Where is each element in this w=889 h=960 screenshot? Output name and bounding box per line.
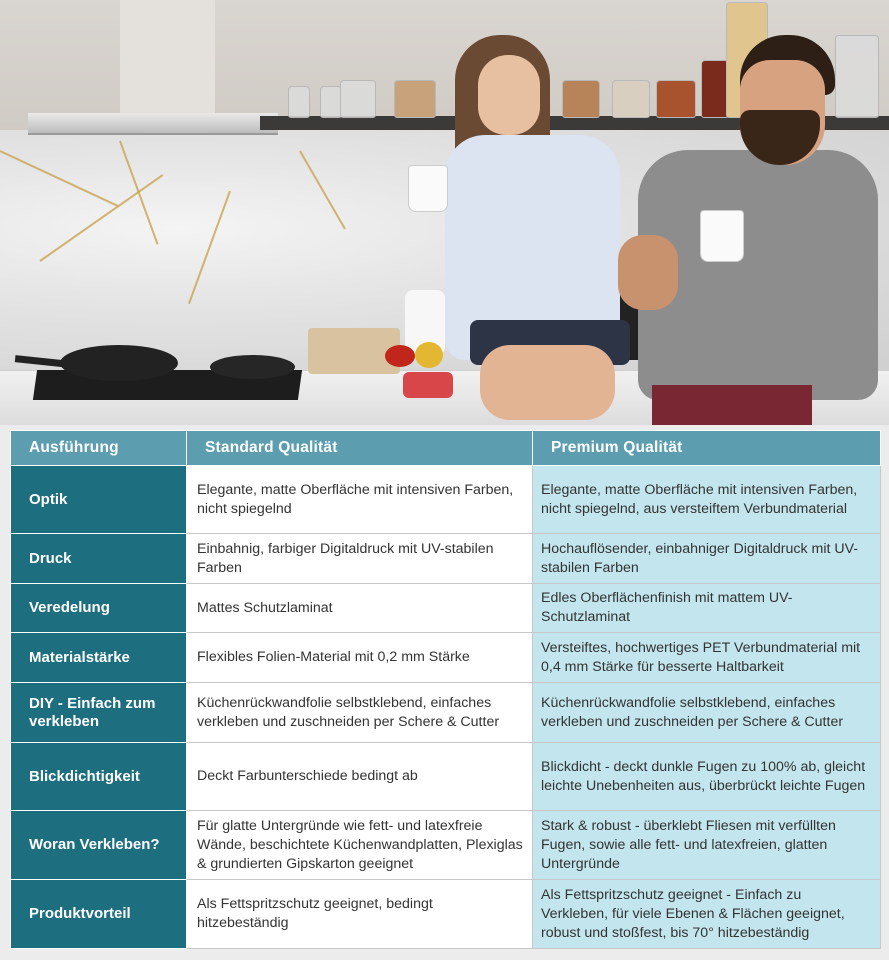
wall-pillar xyxy=(120,0,215,125)
standard-cell: Flexibles Folien-Material mit 0,2 mm Stärke xyxy=(187,633,533,683)
woman-face xyxy=(478,55,540,135)
pepper xyxy=(385,345,415,367)
tomato-bowl xyxy=(403,372,453,398)
table-header-row xyxy=(11,431,881,466)
header-ausfuehrung: Ausführung xyxy=(11,431,187,466)
standard-cell: Als Fettspritzschutz geeignet, bedingt hitzebeständig xyxy=(187,880,533,949)
coffee-cup xyxy=(408,165,448,212)
premium-cell: Küchenrückwandfolie selbstklebend, einfaches verkleben und zuschneiden per Schere & Cutter xyxy=(533,683,881,743)
table-row xyxy=(11,466,881,534)
table-row xyxy=(11,880,881,949)
standard-cell: Küchenrückwandfolie selbstklebend, einfaches verkleben und zuschneiden per Schere & Cutter xyxy=(187,683,533,743)
header-standard: Standard Qualität xyxy=(187,431,533,466)
coffee-cup xyxy=(700,210,744,262)
standard-cell: Einbahnig, farbiger Digitaldruck mit UV-stabilen Farben xyxy=(187,534,533,584)
row-label: Woran Verkleben? xyxy=(11,811,187,880)
standard-cell: Elegante, matte Oberfläche mit intensiven Farben, nicht spiegelnd xyxy=(187,466,533,534)
yellow-pepper xyxy=(415,342,443,368)
man-pants xyxy=(652,385,812,425)
row-label: Optik xyxy=(11,466,187,534)
premium-cell: Als Fettspritzschutz geeignet - Einfach zu Verkleben, für viele Ebenen & Flächen geeignet, robust und stoßfest, bis 70° hitzebeständig xyxy=(533,880,881,949)
range-hood xyxy=(28,113,278,135)
row-label: DIY - Einfach zum verkleben xyxy=(11,683,187,743)
row-label: Produktvorteil xyxy=(11,880,187,949)
premium-cell: Versteiftes, hochwertiges PET Verbundmaterial mit 0,4 mm Stärke für besserte Haltbarkeit xyxy=(533,633,881,683)
premium-cell: Blickdicht - deckt dunkle Fugen zu 100% ab, gleicht leichte Unebenheiten aus, überbrückt leichte Fugen xyxy=(533,743,881,811)
small-pan xyxy=(210,355,295,379)
comparison-table xyxy=(10,430,880,949)
frying-pan xyxy=(60,345,178,381)
table-row xyxy=(11,743,881,811)
row-label: Druck xyxy=(11,534,187,584)
row-label: Materialstärke xyxy=(11,633,187,683)
premium-cell: Elegante, matte Oberfläche mit intensiven Farben, nicht spiegelnd, aus versteiftem Verbundmaterial xyxy=(533,466,881,534)
premium-cell: Stark & robust - überklebt Fliesen mit verfüllten Fugen, sowie alle fett- und latexfreien, glatten Untergründe xyxy=(533,811,881,880)
standard-cell: Für glatte Untergründe wie fett- und latexfreie Wände, beschichtete Küchenwandplatten, Plexiglas & grundierten Gipskarton geeignet xyxy=(187,811,533,880)
row-label: Blickdichtigkeit xyxy=(11,743,187,811)
table-row xyxy=(11,811,881,880)
header-premium: Premium Qualität xyxy=(533,431,881,466)
table-row xyxy=(11,584,881,633)
table-row xyxy=(11,633,881,683)
row-label: Veredelung xyxy=(11,584,187,633)
standard-cell: Deckt Farbunterschiede bedingt ab xyxy=(187,743,533,811)
table-row xyxy=(11,683,881,743)
man-arm xyxy=(618,235,678,310)
standard-cell: Mattes Schutzlaminat xyxy=(187,584,533,633)
premium-cell: Hochauflösender, einbahniger Digitaldruck mit UV-stabilen Farben xyxy=(533,534,881,584)
premium-cell: Edles Oberflächenfinish mit mattem UV-Schutzlaminat xyxy=(533,584,881,633)
table-row xyxy=(11,534,881,584)
woman-legs xyxy=(480,345,615,420)
